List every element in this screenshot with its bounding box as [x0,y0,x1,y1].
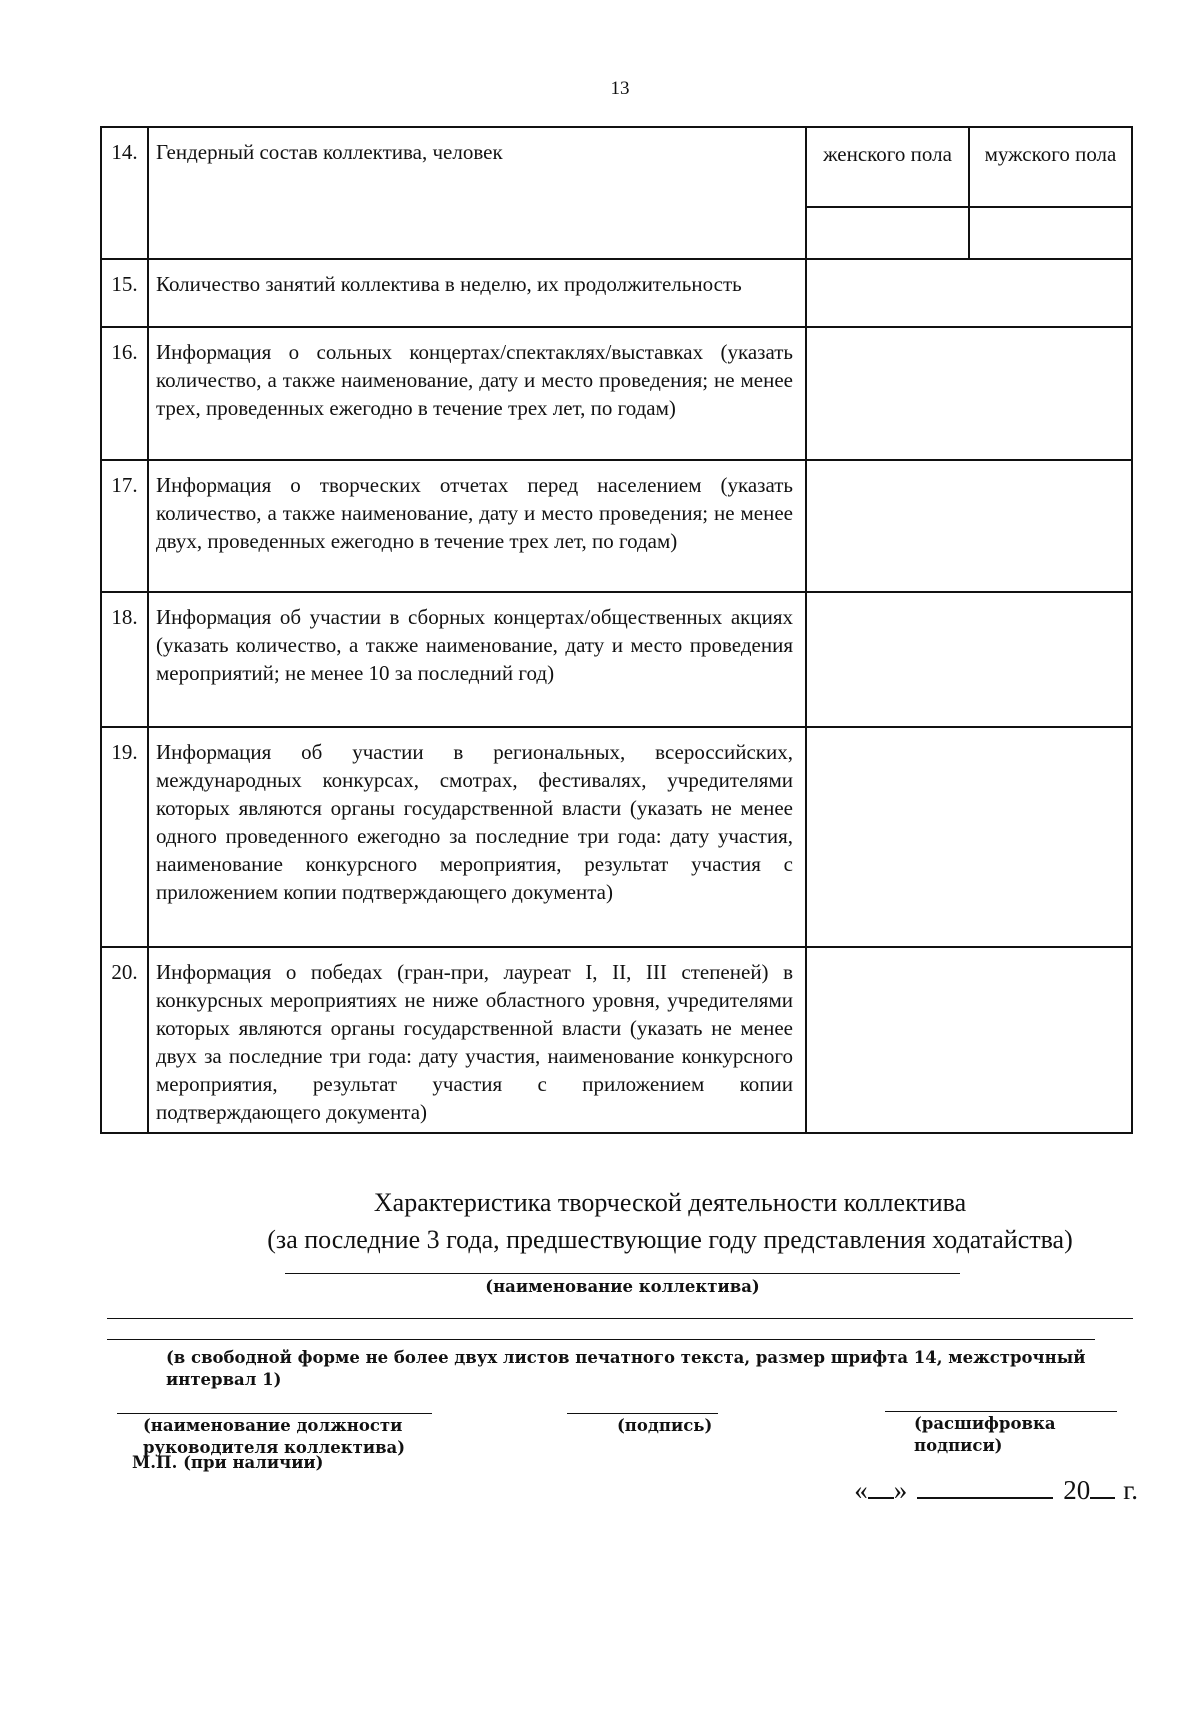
decoding-line[interactable] [885,1411,1117,1412]
table-row [101,727,1132,947]
row-description: Информация о победах (гран-при, лауреат I, II, III степеней) в конкурсных мероприятиях не ниже областного уровня, учредителями которых являются органы государственной власти (указать не менее двух за последние три года: дату участия, наименование конкурсного мероприятия, результат участия с приложением копии подтверждающего документа) [148,947,806,1133]
female-count-field[interactable] [807,208,968,258]
day-field[interactable] [868,1497,894,1499]
position-line[interactable] [117,1413,432,1414]
section-subtitle: (за последние 3 года, предшествующие году представления ходатайства) [267,1225,1073,1254]
answer-field[interactable] [806,727,1132,947]
table-row [101,127,1132,259]
date-line [854,1475,1138,1506]
row-description: Информация о сольных концертах/спектаклях/выставках (указать количество, а также наименование, дату и место проведения; не менее трех, проведенных ежегодно в течение трех лет, по годам) [148,327,806,460]
row-description: Количество занятий коллектива в неделю, их продолжительность [148,259,806,327]
collective-name-line[interactable] [285,1273,960,1274]
row-number: 14. [101,127,148,259]
row-number: 15. [101,259,148,327]
page-number: 13 [610,78,630,99]
year-suffix: г. [1123,1475,1138,1505]
answer-field[interactable] [806,259,1132,327]
decoding-caption: (расшифровка подписи) [914,1414,1056,1455]
row-description: Информация о творческих отчетах перед населением (указать количество, а также наименование, дату и место проведения; не менее двух, проведенных ежегодно в течение трех лет, по годам) [148,460,806,592]
table-row [101,259,1132,327]
row-number: 18. [101,592,148,727]
answer-field[interactable] [806,947,1132,1133]
year-field[interactable] [1090,1497,1115,1499]
table-row [101,460,1132,592]
row-description: Гендерный состав коллектива, человек [148,127,806,259]
row-description: Информация об участии в региональных, всероссийских, международных конкурсах, смотрах, фестивалях, учредителями которых являются органы государственной власти (указать не менее одного проведенного ежегодно за последние три года: дату участия, наименование конкурсного мероприятия, результат участия с приложением копии подтверждающего документа) [148,727,806,947]
row-number: 19. [101,727,148,947]
free-form-caption: (в свободной форме не более двух листов печатного текста, размер шрифта 14, межстрочный интервал 1) [166,1348,1086,1389]
open-quote: « [854,1475,868,1505]
stamp-note: М.П. (при наличии) [132,1453,324,1472]
collective-name-caption: (наименование коллектива) [485,1277,760,1296]
row-number: 16. [101,327,148,460]
answer-field[interactable] [806,327,1132,460]
male-column-header: мужского пола [968,128,1131,206]
signature-caption: (подпись) [617,1416,713,1435]
position-caption-line1: (наименование должности [143,1416,403,1435]
position-caption-line2: руководителя коллектива) [143,1438,406,1457]
answer-field[interactable] [806,592,1132,727]
application-form-table [100,126,1133,1134]
table-row [101,947,1132,1133]
gender-answer-cell [806,127,1132,259]
answer-field[interactable] [806,460,1132,592]
free-form-line-2[interactable] [107,1339,1095,1340]
row-description: Информация об участии в сборных концертах/общественных акциях (указать количество, а также наименование, дату и место проведения мероприятий; не менее 10 за последний год) [148,592,806,727]
row-number: 20. [101,947,148,1133]
table-row [101,327,1132,460]
month-field[interactable] [917,1497,1053,1499]
female-column-header: женского пола [823,142,952,166]
free-form-line-1[interactable] [107,1318,1133,1319]
section-title: Характеристика творческой деятельности коллектива [373,1188,967,1217]
close-quote: » [893,1475,908,1505]
year-prefix: 20 [1063,1475,1091,1505]
row-number: 17. [101,460,148,592]
male-count-field[interactable] [968,208,1131,258]
signature-line[interactable] [567,1413,718,1414]
table-row [101,592,1132,727]
